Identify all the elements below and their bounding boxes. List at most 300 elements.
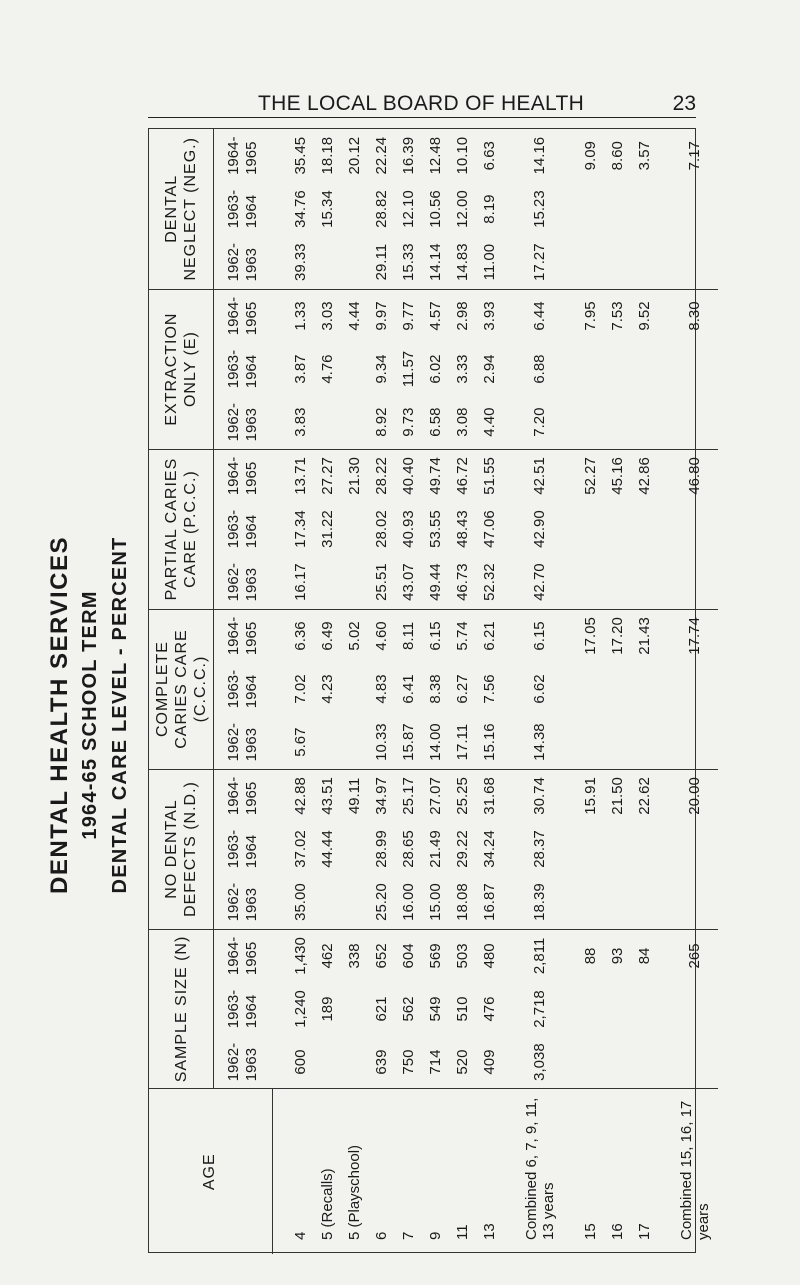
value-cell: 17.11 [449,716,476,769]
value-cell: 4.60 [372,621,390,651]
value-cell: 37.02 [291,830,309,868]
value-cell [314,556,341,609]
value-cell: 35.45 [291,136,309,175]
value-cell: 27.27 [318,457,336,495]
value-cell: 34.24 [480,830,498,868]
spacer-cell [658,289,672,342]
value-cell [577,502,604,555]
value-cell: 600 [287,1036,314,1089]
value-cell [341,396,368,449]
value-cell [672,716,718,769]
table-row [476,129,503,1254]
value-cell [672,182,718,235]
table-row [341,129,368,1254]
value-cell: 22.24 [372,136,390,175]
value-cell [604,1036,631,1089]
value-cell: 22.62 [635,777,653,815]
value-cell: 42.70 [517,556,563,609]
year-end: 1965 [243,141,260,175]
value-cell [314,716,341,769]
value-cell: 8.30 [686,301,703,331]
value-cell: 20.12 [345,136,363,175]
table-body [272,129,718,1254]
spacer-row [658,129,672,1254]
spacer-row [563,129,577,1254]
year-start: 1962- [225,402,242,442]
value-cell: 1,430 [291,937,309,975]
value-cell [577,716,604,769]
value-cell [672,662,718,715]
value-cell: 14.16 [531,136,548,175]
spacer-cell [272,396,287,449]
value-cell: 52.27 [581,457,599,495]
value-cell [577,662,604,715]
year-end: 1963 [243,727,260,762]
value-cell: 28.22 [372,457,390,495]
value-cell [631,556,658,609]
value-cell: 49.74 [426,457,444,495]
spacer-cell [272,129,287,182]
value-cell: 34.76 [291,190,309,228]
year-header-1962-1963 [214,236,273,289]
spacer-cell [503,769,517,822]
spacer-cell [563,982,577,1035]
value-cell [341,342,368,395]
value-cell [604,342,631,395]
value-cell: 15.34 [318,190,336,228]
value-cell: 1.33 [291,301,309,331]
spacer-cell [563,876,577,929]
year-header-1962-1963 [214,1036,273,1089]
value-cell: 53.55 [426,510,444,548]
value-cell: 15.33 [395,236,422,289]
spacer-cell [503,449,517,502]
spacer-cell [563,1089,577,1254]
spacer-cell [503,1089,517,1254]
value-cell: 49.11 [345,777,363,815]
value-cell [577,556,604,609]
year-start: 1963- [225,989,242,1029]
value-cell [604,236,631,289]
value-cell: 43.07 [395,556,422,609]
value-cell: 13.71 [291,457,309,495]
value-cell: 29.22 [453,830,471,868]
value-cell: 6.15 [426,621,444,651]
value-cell: 8.92 [368,396,395,449]
spacer-cell [658,982,672,1035]
spacer-cell [563,662,577,715]
year-label [225,617,261,655]
value-cell: 49.44 [422,556,449,609]
side-title-line-3: DENTAL CARE LEVEL - PERCENT [109,536,131,894]
year-start: 1964- [225,936,242,976]
spacer-cell [563,236,577,289]
value-cell: 12.10 [399,190,417,228]
value-cell: 48.43 [453,510,471,548]
spacer-cell [503,876,517,929]
spacer-cell [272,822,287,875]
year-label [225,457,261,495]
year-end: 1963 [243,407,260,442]
year-label [225,403,261,441]
year-end: 1963 [243,567,260,602]
year-start: 1962- [225,562,242,602]
year-label [225,937,261,975]
spacer-cell [563,129,577,182]
year-start: 1962- [225,242,242,282]
spacer-cell [658,182,672,235]
age-cell: 4 [291,1231,309,1240]
value-cell: 6.58 [422,396,449,449]
value-cell: 714 [422,1036,449,1089]
value-cell: 21.49 [426,830,444,868]
spacer-cell [563,182,577,235]
value-cell [341,662,368,715]
year-start: 1962- [225,1042,242,1082]
value-cell: 17.27 [517,236,563,289]
value-cell: 3.87 [291,354,309,384]
value-cell: 2.94 [480,354,498,384]
value-cell: 21.43 [635,617,653,655]
year-start: 1964- [225,776,242,816]
value-cell: 639 [368,1036,395,1089]
age-cell: 6 [372,1231,390,1240]
spacer-cell [658,236,672,289]
value-cell: 4.76 [318,354,336,384]
value-cell: 3.83 [287,396,314,449]
year-header-1963-1964 [214,982,273,1035]
value-cell: 44.44 [318,830,336,868]
value-cell: 3,038 [517,1036,563,1089]
value-cell: 40.40 [399,457,417,495]
value-cell [672,236,718,289]
value-cell: 25.25 [453,777,471,815]
value-cell [314,236,341,289]
year-start: 1963- [225,189,242,229]
value-cell: 2,811 [531,937,548,975]
table-row [449,129,476,1254]
value-cell: 11.57 [399,350,417,388]
spacer-cell [658,876,672,929]
value-cell: 4.83 [372,674,390,704]
value-cell: 40.93 [399,510,417,548]
value-cell: 6.27 [453,674,471,704]
value-cell [631,236,658,289]
value-cell [577,1036,604,1089]
spacer-cell [563,716,577,769]
value-cell [631,716,658,769]
value-cell [341,182,368,235]
value-cell: 17.34 [291,510,309,548]
value-cell [631,982,658,1035]
year-start: 1964- [225,456,242,496]
table-row [631,129,658,1254]
value-cell: 6.36 [291,621,309,651]
value-cell: 4.44 [345,301,363,331]
value-cell: 84 [635,947,653,965]
value-cell: 6.88 [531,354,548,384]
year-header-1964-1965 [214,609,273,662]
value-cell: 2,718 [531,990,548,1028]
spacer-cell [658,342,672,395]
value-cell: 25.51 [368,556,395,609]
value-cell [672,822,718,875]
value-cell: 189 [318,996,336,1022]
spacer-cell [503,716,517,769]
spacer-cell [503,289,517,342]
spacer-cell [272,236,287,289]
spacer-cell [272,1089,287,1254]
spacer-cell [272,929,287,982]
table-row [287,129,314,1254]
value-cell: 46.73 [449,556,476,609]
year-label [225,670,261,708]
spacer-cell [272,662,287,715]
year-end: 1965 [243,781,260,816]
spacer-cell [658,822,672,875]
value-cell: 5.74 [453,621,471,651]
spacer-cell [272,342,287,395]
value-cell: 17.20 [608,617,626,655]
value-cell: 14.14 [422,236,449,289]
spacer-cell [503,982,517,1035]
value-cell [672,982,718,1035]
group-header-partial-caries-care: PARTIAL CARIES CARE (P.C.C.) [149,449,214,609]
value-cell [577,342,604,395]
year-end: 1965 [243,301,260,336]
value-cell: 15.23 [531,190,548,228]
age-cell: 5 (Recalls) [318,1168,336,1240]
value-cell: 10.33 [368,716,395,769]
year-label [225,137,261,175]
value-cell: 2.98 [453,301,471,331]
value-cell: 6.41 [399,674,417,704]
value-cell: 42.86 [635,457,653,495]
value-cell: 6.49 [318,621,336,651]
value-cell: 8.38 [426,674,444,704]
value-cell: 42.88 [291,777,309,815]
value-cell: 750 [395,1036,422,1089]
value-cell [604,182,631,235]
value-cell [577,876,604,929]
year-header-1964-1965 [214,289,273,342]
value-cell: 31.68 [480,777,498,815]
value-cell: 15.87 [395,716,422,769]
year-header-1964-1965 [214,769,273,822]
spacer-cell [658,716,672,769]
value-cell: 9.34 [372,354,390,384]
value-cell: 15.00 [422,876,449,929]
spacer-cell [563,289,577,342]
value-cell [341,822,368,875]
spacer-cell [272,716,287,769]
value-cell: 409 [476,1036,503,1089]
value-cell: 17.74 [686,617,703,655]
year-header-1964-1965 [214,449,273,502]
value-cell [577,822,604,875]
spacer-cell [503,129,517,182]
value-cell: 621 [372,996,390,1022]
value-cell [672,876,718,929]
value-cell [631,396,658,449]
value-cell: 25.17 [399,777,417,815]
table-row [422,129,449,1254]
value-cell: 52.32 [476,556,503,609]
spacer-cell [272,556,287,609]
value-cell: 7.53 [608,301,626,331]
side-title-line-1: DENTAL HEALTH SERVICES [46,536,73,894]
table-row [604,129,631,1254]
spacer-row [503,129,517,1254]
year-label [225,563,261,601]
value-cell [672,556,718,609]
spacer-cell [272,876,287,929]
table-row [517,129,563,1254]
age-cell: 9 [426,1231,444,1240]
value-cell: 652 [372,943,390,969]
value-cell: 265 [686,943,703,969]
spacer-cell [503,929,517,982]
value-cell: 9.77 [399,301,417,331]
value-cell [577,182,604,235]
spacer-cell [503,342,517,395]
year-label [225,990,261,1028]
spacer-cell [503,662,517,715]
year-start: 1962- [225,882,242,922]
spacer-cell [658,129,672,182]
spacer-cell [563,342,577,395]
spacer-cell [563,822,577,875]
value-cell: 7.56 [480,674,498,704]
value-cell [631,662,658,715]
value-cell: 45.16 [608,457,626,495]
value-cell: 480 [480,943,498,969]
year-end: 1963 [243,1047,260,1082]
value-cell: 8.11 [399,621,417,651]
value-cell: 28.82 [372,190,390,228]
value-cell: 18.18 [318,136,336,175]
spacer-cell [503,502,517,555]
year-start: 1963- [225,509,242,549]
year-end: 1964 [243,194,260,229]
year-end: 1963 [243,247,260,282]
value-cell: 476 [480,996,498,1022]
value-cell: 21.50 [608,777,626,815]
value-cell [631,342,658,395]
header-rule [148,117,696,118]
group-header-row [149,129,214,1254]
value-cell: 16.39 [399,136,417,175]
value-cell [341,236,368,289]
spacer-cell [658,502,672,555]
value-cell [672,396,718,449]
value-cell [672,502,718,555]
value-cell [631,1036,658,1089]
value-cell: 30.74 [531,777,548,815]
year-start: 1963- [225,669,242,709]
value-cell: 6.02 [426,354,444,384]
age-cell: 13 [480,1223,498,1240]
spacer-cell [563,502,577,555]
value-cell [341,502,368,555]
year-header-1964-1965 [214,129,273,182]
value-cell: 15.91 [581,777,599,815]
table-row [395,129,422,1254]
year-header-1963-1964 [214,662,273,715]
value-cell: 3.33 [453,354,471,384]
spacer-cell [503,182,517,235]
value-cell: 31.22 [318,510,336,548]
value-cell: 42.51 [531,457,548,495]
value-cell: 520 [449,1036,476,1089]
value-cell [672,1036,718,1089]
group-header-extraction-only: EXTRACTION ONLY (E) [149,289,214,449]
year-start: 1963- [225,349,242,389]
value-cell [631,182,658,235]
dental-care-table-frame [148,128,712,1253]
value-cell: 28.02 [372,510,390,548]
spacer-cell [658,662,672,715]
value-cell [577,236,604,289]
value-cell: 12.48 [426,136,444,175]
value-cell: 510 [453,996,471,1022]
spacer-cell [272,289,287,342]
value-cell: 10.56 [426,190,444,228]
year-label [225,297,261,335]
value-cell: 43.51 [318,777,336,815]
value-cell: 3.57 [635,141,653,171]
year-header-1963-1964 [214,182,273,235]
value-cell: 4.57 [426,301,444,331]
year-end: 1963 [243,887,260,922]
value-cell [604,396,631,449]
value-cell [604,502,631,555]
value-cell: 549 [426,996,444,1022]
spacer-cell [503,396,517,449]
spacer-cell [658,396,672,449]
year-start: 1964- [225,296,242,336]
year-label [225,190,261,228]
year-header-1962-1963 [214,556,273,609]
side-title-line-2: 1964-65 SCHOOL TERM [79,590,101,840]
year-end: 1964 [243,674,260,709]
year-start: 1963- [225,829,242,869]
table-row [577,129,604,1254]
year-end: 1965 [243,621,260,656]
spacer-cell [658,449,672,502]
value-cell [604,876,631,929]
group-header-sample-size: SAMPLE SIZE (N) [149,929,214,1089]
dental-care-table [149,129,718,1254]
year-start: 1962- [225,722,242,762]
age-cell: 11 [453,1224,471,1240]
value-cell: 34.97 [372,777,390,815]
spacer-cell [272,609,287,662]
spacer-cell [272,449,287,502]
spacer-cell [658,929,672,982]
value-cell: 28.99 [372,830,390,868]
value-cell [604,556,631,609]
year-header-1962-1963 [214,716,273,769]
spacer-cell [563,396,577,449]
value-cell: 6.21 [480,621,498,651]
value-cell [341,876,368,929]
year-end: 1964 [243,994,260,1029]
year-label [225,243,261,281]
year-header-1962-1963 [214,396,273,449]
value-cell: 39.33 [287,236,314,289]
group-header-no-dental-defects: NO DENTAL DEFECTS (N.D.) [149,769,214,929]
